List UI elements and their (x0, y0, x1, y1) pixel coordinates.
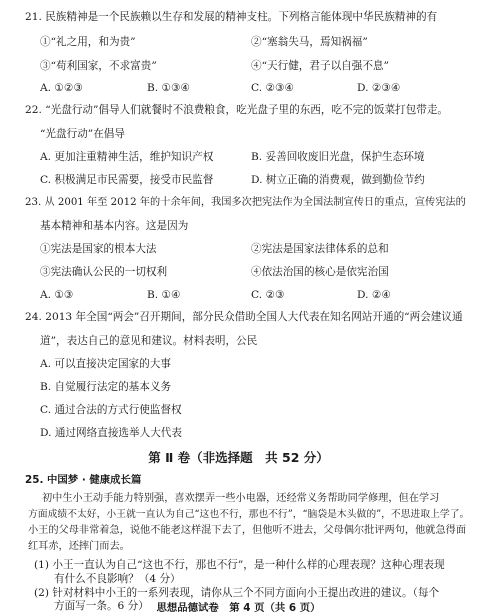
q23-stem-cont: 基本精神和基本内容。这是因为 (40, 220, 189, 232)
q22-stem: 22. “光盘行动”倡导人们就餐时不浪费粮食，吃光盘子里的东西，吃不完的饭菜打包带走。 (25, 104, 449, 116)
q21-stem: 21. 民族精神是一个民族赖以生存和发展的精神支柱。下列格言能体现中华民族精神的有 (25, 11, 438, 23)
q21-option-1: ①“礼之用，和为贵” (40, 36, 136, 48)
q21-choice-c: C. ②③④ (251, 82, 294, 94)
q25-passage-line-4: 红耳赤，还摔门而去。 (28, 541, 130, 552)
q23-choice-b: B. ①④ (147, 289, 181, 301)
q24-stem: 24. 2013 年全国“两会”召开期间，部分民众借助全国人大代表在知名网站开通的“两会建议通 (25, 311, 463, 323)
q23-option-4: ④依法治国的核心是依宪治国 (251, 266, 389, 278)
q24-choice-b: B. 自觉履行法定的基本义务 (40, 381, 172, 393)
q23-choice-c: C. ②③ (251, 289, 285, 301)
q23-choice-d: D. ②④ (357, 289, 391, 301)
q23-option-3: ③宪法确认公民的一切权利 (40, 266, 168, 278)
q25-sub-1: (1) 小王一直认为自己“这也不行，那也不行”，是一种什么样的心理表现？这种心理表现 (34, 559, 445, 571)
q23-option-2: ②宪法是国家法律体系的总和 (251, 243, 389, 255)
q25-passage-line-1: 初中生小王动手能力特别强，喜欢摆弄一些小电器，还经常义务帮助同学修理，但在学习 (42, 493, 440, 504)
q24-choice-a: A. 可以直接决定国家的大事 (40, 358, 171, 370)
q21-choice-d: D. ②③④ (357, 82, 401, 94)
q23-stem: 23. 从 2001 年至 2012 年的十余年间，我国多次把宪法作为全国法制宣传日的重点，宣传宪法的 (25, 197, 466, 208)
q21-option-3: ③“苟利国家，不求富贵” (40, 60, 157, 72)
section-2-title: 第 Ⅱ 卷（非选择题 共 52 分） (148, 450, 329, 465)
q23-choice-a: A. ①③ (40, 289, 74, 301)
q23-option-1: ①宪法是国家的根本大法 (40, 243, 157, 255)
q22-choice-a: A. 更加注重精神生活，维护知识产权 (40, 151, 214, 163)
q24-choice-c: C. 通过合法的方式行使监督权 (40, 404, 182, 416)
q25-sub-2-cont: 方面写一条。6 分） (54, 600, 149, 612)
q21-option-2: ②“塞翁失马，焉知祸福” (251, 36, 368, 48)
q22-choice-b: B. 妥善回收废旧光盘，保护生态环境 (251, 151, 425, 163)
q25-heading: 25. 中国梦 · 健康成长篇 (25, 474, 142, 486)
q25-sub-2: (2) 针对材料中小王的一系列表现，请你从三个不同方面向小王提出改进的建议。（每个 (34, 587, 440, 599)
page-footer: 思想品德试卷 第 4 页（共 6 页） (156, 602, 321, 614)
q22-choice-c: C. 积极满足市民需要，接受市民监督 (40, 174, 214, 186)
q21-choice-b: B. ①③④ (147, 82, 191, 94)
q21-option-4: ④“天行健，君子以自强不息” (251, 60, 389, 72)
q22-stem-cont: “光盘行动”在倡导 (40, 128, 125, 140)
q24-choice-d: D. 通过网络直接选举人大代表 (40, 427, 182, 439)
q25-passage-line-3: 小王的父母非常着急，说他不能老这样混下去了，但他听不进去，父母偶尔批评两句，他就急得面 (28, 525, 467, 536)
q21-choice-a: A. ①②③ (40, 82, 83, 94)
q25-passage-line-2: 方面成绩不太好，小王就一直认为自己“这也不行，那也不行”，“脑袋是木头做的”，不思进取上学了。 (28, 509, 470, 520)
q22-choice-d: D. 树立正确的消费观，做到勤俭节约 (251, 174, 425, 186)
q24-stem-cont: 道”，表达自己的意见和建议。材料表明，公民 (40, 335, 258, 347)
q25-sub-1-cont: 有什么不良影响？（4 分） (54, 573, 181, 585)
